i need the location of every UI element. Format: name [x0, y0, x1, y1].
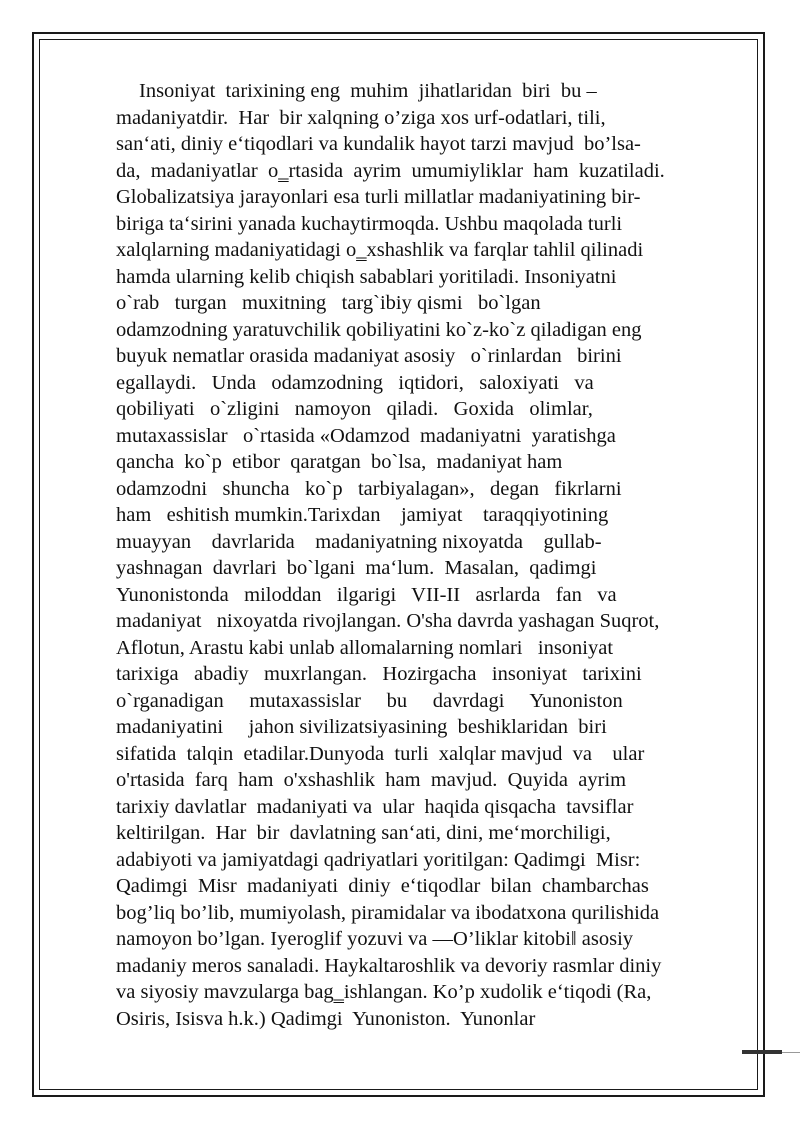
text-line: o'rtasida farq ham o'xshashlik ham mavjud. Quyida ayrim — [116, 769, 627, 791]
text-line: hamda ularning kelib chiqish sabablari yoritiladi. Insoniyatni — [116, 265, 617, 288]
text-line: Insoniyat tarixining eng muhim jihatlaridan biri bu – — [139, 80, 597, 102]
text-line: tarixiy davlatlar madaniyati va ular haqida qisqacha tavsiflar — [116, 795, 634, 818]
text-line: da, madaniyatlar o‗rtasida ayrim umumiyliklar ham kuzatiladi. — [116, 159, 665, 182]
text-line: biriga ta‘sirini yanada kuchaytirmoqda. Ushbu maqolada turli — [116, 212, 623, 235]
text-line: buyuk nematlar orasida madaniyat asosiy o`rinlardan birini — [116, 345, 622, 367]
text-line: namoyon bo’lgan. Iyeroglif yozuvi va ―O’liklar kitobi‖ asosiy — [116, 928, 634, 950]
text-line: madaniyat nixoyatda rivojlangan. O'sha davrda yashagan Suqrot, — [116, 610, 660, 632]
text-line: tarixiga abadiy muxrlangan. Hozirgacha insoniyat tarixini — [116, 663, 642, 685]
text-line: Yunonistonda miloddan ilgarigi VII-II asrlarda fan va — [116, 583, 617, 606]
text-line: o`rab turgan muxitning targ`ibiy qismi bo`lgan — [116, 292, 541, 314]
text-line: sifatida talqin etadilar.Dunyoda turli xalqlar mavjud va ular — [116, 742, 645, 765]
text-line: muayyan davrlarida madaniyatning nixoyatda gullab- — [116, 530, 602, 553]
text-line: madaniy meros sanaladi. Haykaltaroshlik va devoriy rasmlar diniy — [116, 954, 662, 977]
document-body — [116, 78, 740, 1032]
text-line: qobiliyati o`zligini namoyon qiladi. Goxida olimlar, — [116, 398, 593, 420]
page-corner-mark — [742, 1050, 782, 1054]
text-line: adabiyoti va jamiyatdagi qadriyatlari yoritilgan: Qadimgi Misr: — [116, 848, 641, 871]
text-line: odamzodning yaratuvchilik qobiliyatini ko`z-ko`z qiladigan eng — [116, 318, 642, 341]
text-line: mutaxassislar o`rtasida «Odamzod madaniyatni yaratishga — [116, 424, 616, 447]
text-line: Qadimgi Misr madaniyati diniy e‘tiqodlar bilan chambarchas — [116, 875, 649, 897]
text-line: madaniyatini jahon sivilizatsiyasining beshiklaridan biri — [116, 716, 607, 738]
text-line: qancha ko`p etibor qaratgan bo`lsa, madaniyat ham — [116, 451, 563, 473]
text-line: va siyosiy mavzularga bag‗ishlangan. Ko’p xudolik e‘tiqodi (Ra, — [116, 981, 652, 1003]
text-line: egallaydi. Unda odamzodning iqtidori, saloxiyati va — [116, 371, 594, 394]
text-line: Osiris, Isisva h.k.) Qadimgi Yunoniston. Yunonlar — [116, 1007, 536, 1030]
text-line: bog’liq bo’lib, mumiyolash, piramidalar va ibodatxona qurilishida — [116, 901, 660, 924]
page-corner-rule — [782, 1052, 800, 1053]
text-line: ham eshitish mumkin.Tarixdan jamiyat taraqqiyotining — [116, 504, 609, 526]
text-line: Aflotun, Arastu kabi unlab allomalarning nomlari insoniyat — [116, 636, 614, 659]
text-line: madaniyatdir. Har bir xalqning o’ziga xos urf-odatlari, tili, — [116, 106, 606, 129]
text-line: o`rganadigan mutaxassislar bu davrdagi Yunoniston — [116, 689, 623, 712]
text-line: odamzodni shuncha ko`p tarbiyalagan», degan fikrlarni — [116, 477, 622, 500]
text-line: yashnagan davrlari bo`lgani ma‘lum. Masalan, qadimgi — [116, 557, 597, 579]
text-line: san‘ati, diniy e‘tiqodlari va kundalik hayot tarzi mavjud bo’lsa- — [116, 133, 641, 155]
text-line: xalqlarning madaniyatidagi o‗xshashlik va farqlar tahlil qilinadi — [116, 239, 644, 261]
text-line: Globalizatsiya jarayonlari esa turli millatlar madaniyatining bir- — [116, 186, 641, 208]
text-line: keltirilgan. Har bir davlatning san‘ati, dini, me‘morchiligi, — [116, 822, 611, 844]
